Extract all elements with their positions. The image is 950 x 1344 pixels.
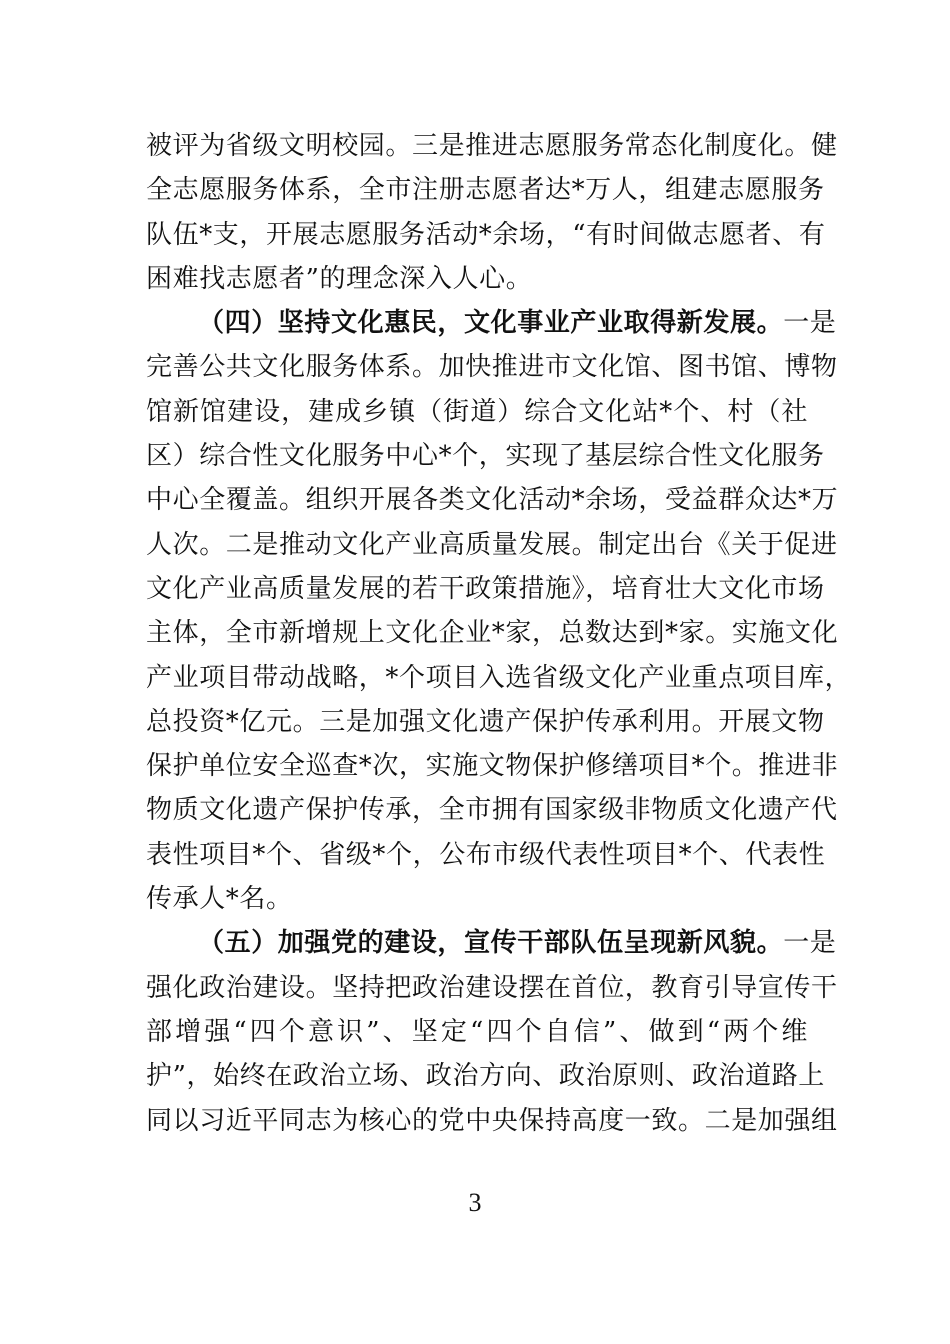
section-4-first-line <box>146 301 837 345</box>
paragraph-line: 全志愿服务体系，全市注册志愿者达*万人，组建志愿服务 <box>146 175 825 206</box>
paragraph-line: 强化政治建设。坚持把政治建设摆在首位，教育引导宣传干 <box>146 972 838 1003</box>
section-5-heading-tail: 一是 <box>783 928 837 959</box>
paragraph-line: 同以习近平同志为核心的党中央保持高度一致。二是加强组 <box>146 1105 838 1136</box>
paragraph-line: 总投资*亿元。三是加强文化遗产保护传承利用。开展文物 <box>146 706 825 737</box>
paragraph-line: 队伍*支，开展志愿服务活动*余场，“有时间做志愿者、有 <box>146 219 826 250</box>
paragraph-line: 困难找志愿者”的理念深入人心。 <box>146 263 533 294</box>
paragraph-line: 表性项目*个、省级*个，公布市级代表性项目*个、代表性 <box>146 839 826 870</box>
section-4-heading-tail: 一是 <box>783 308 837 339</box>
page-number: 3 <box>468 1188 482 1217</box>
section-5-first-line <box>146 921 837 965</box>
paragraph-line: 文化产业高质量发展的若干政策措施》，培育壮大文化市场 <box>146 573 825 604</box>
paragraph-line: 区）综合性文化服务中心*个，实现了基层综合性文化服务 <box>146 441 825 472</box>
paragraph-line: 馆新馆建设，建成乡镇（街道）综合文化站*个、村（社 <box>146 396 808 427</box>
body-text <box>146 124 852 1143</box>
paragraph-line: 中心全覆盖。组织开展各类文化活动*余场，受益群众达*万 <box>146 485 839 516</box>
paragraph-line: 部增强“四个意识”、坚定“四个自信”、做到“两个维 <box>146 1016 808 1047</box>
paragraph-line: 保护单位安全巡查*次，实施文物保护修缮项目*个。推进非 <box>146 751 839 782</box>
paragraph-line: 人次。二是推动文化产业高质量发展。制定出台《关于促进 <box>146 529 838 560</box>
paragraph-line: 护”，始终在政治立场、政治方向、政治原则、政治道路上 <box>146 1061 825 1092</box>
paragraph-line: 主体，全市新增规上文化企业*家，总数达到*家。实施文化 <box>146 618 839 649</box>
section-5-heading: （五）加强党的建设，宣传干部队伍呈现新风貌。 <box>198 928 784 959</box>
paragraph-line: 传承人*名。 <box>146 884 293 915</box>
paragraph-line: 物质文化遗产保护传承，全市拥有国家级非物质文化遗产代 <box>146 795 838 826</box>
paragraph-line: 完善公共文化服务体系。加快推进市文化馆、图书馆、博物 <box>146 352 838 383</box>
section-4-heading: （四）坚持文化惠民，文化事业产业取得新发展。 <box>198 308 784 339</box>
paragraph-line: 被评为省级文明校园。三是推进志愿服务常态化制度化。健 <box>146 131 838 161</box>
paragraph-line: 产业项目带动战略，*个项目入选省级文化产业重点项目库， <box>146 662 852 693</box>
